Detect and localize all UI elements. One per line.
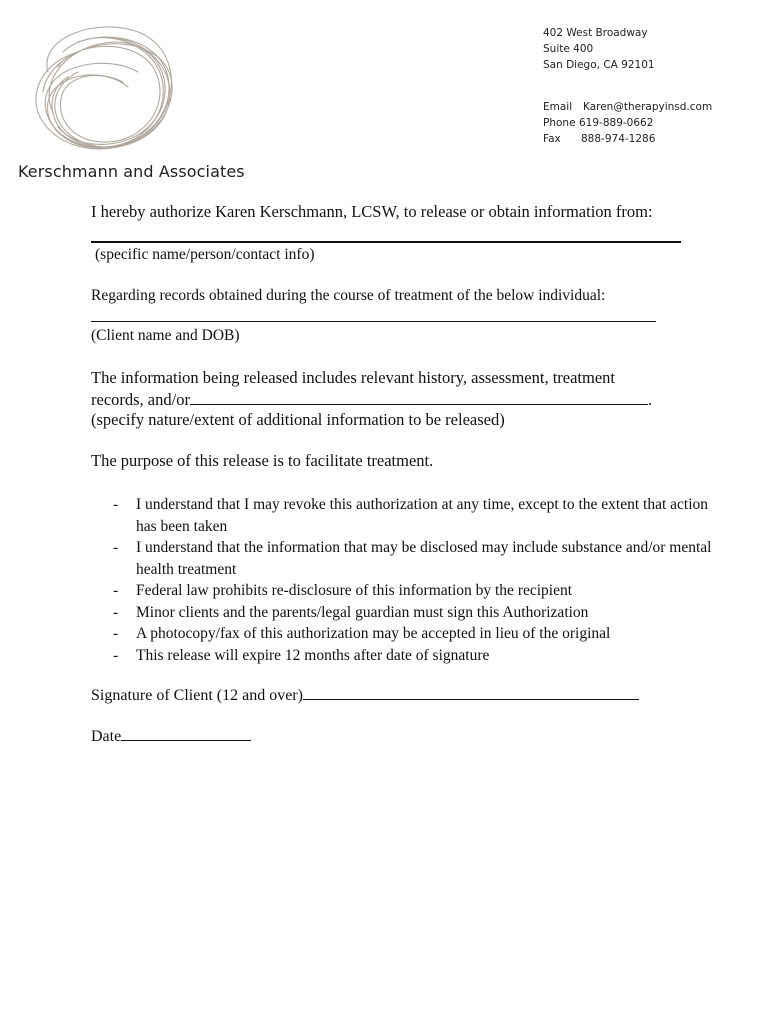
phone-value: 619-889-0662 [579, 117, 654, 129]
info-period: . [647, 390, 653, 409]
info-statement-line-2 [91, 389, 652, 410]
list-item [113, 623, 713, 645]
date-input-line[interactable] [121, 726, 251, 741]
email-row [543, 99, 712, 115]
email-label: Email [543, 101, 573, 113]
bullet-dash: - [113, 646, 119, 664]
phone-row [543, 115, 712, 131]
terms-list [113, 494, 713, 666]
signature-input-line[interactable] [303, 685, 639, 700]
client-input-line[interactable] [91, 321, 656, 322]
list-item-text: I understand that I may revoke this authorization at any time, except to the extent that action has been taken [136, 496, 709, 535]
authorize-statement: I hereby authorize Karen Kerschmann, LCSW, to release or obtain information from: [91, 202, 653, 221]
info-records-prefix: records, and/or [91, 390, 190, 409]
fax-label: Fax [543, 133, 561, 145]
bullet-dash: - [113, 625, 119, 642]
email-value[interactable]: Karen@therapyinsd.com [583, 101, 713, 113]
bullet-dash: - [113, 496, 119, 513]
signature-row [91, 685, 639, 705]
address-line-2: Suite 400 [543, 43, 594, 55]
address-line-1: 402 West Broadway [543, 27, 648, 39]
recipient-field-label: (specific name/person/contact info) [95, 246, 315, 263]
list-item-text: I understand that the information that may be disclosed may include substance and/or mental health treatment [136, 539, 712, 578]
client-field-label: (Client name and DOB) [91, 327, 240, 344]
phone-label: Phone [543, 117, 576, 129]
address-line-3: San Diego, CA 92101 [543, 59, 655, 71]
fax-value: 888-974-1286 [581, 133, 656, 145]
purpose-statement: The purpose of this release is to facilitate treatment. [91, 451, 434, 470]
recipient-input-line[interactable] [91, 241, 681, 243]
list-item [113, 645, 713, 667]
contact-block [543, 25, 712, 147]
list-item [113, 537, 713, 580]
list-item-text: Minor clients and the parents/legal guardian must sign this Authorization [136, 603, 589, 621]
bullet-dash: - [113, 539, 119, 556]
info-field-label: (specify nature/extent of additional information to be released) [91, 410, 505, 429]
list-item-text: Federal law prohibits re-disclosure of this information by the recipient [136, 582, 573, 599]
list-item-text: This release will expire 12 months after date of signature [136, 646, 490, 664]
bullet-dash: - [113, 603, 119, 621]
regarding-statement: Regarding records obtained during the course of treatment of the below individual: [91, 287, 606, 304]
date-row [91, 726, 251, 746]
fax-row [543, 131, 712, 147]
firm-name: Kerschmann and Associates [18, 162, 245, 181]
list-item [113, 602, 713, 624]
bullet-dash: - [113, 582, 119, 599]
info-statement-line-1: The information being released includes relevant history, assessment, treatment [91, 368, 616, 387]
list-item [113, 494, 713, 537]
firm-logo [18, 12, 188, 162]
list-item [113, 580, 713, 602]
signature-label: Signature of Client (12 and over) [91, 687, 303, 704]
list-item-text: A photocopy/fax of this authorization may be accepted in lieu of the original [136, 625, 611, 642]
date-label: Date [91, 728, 122, 745]
additional-info-input-line[interactable] [190, 389, 648, 405]
